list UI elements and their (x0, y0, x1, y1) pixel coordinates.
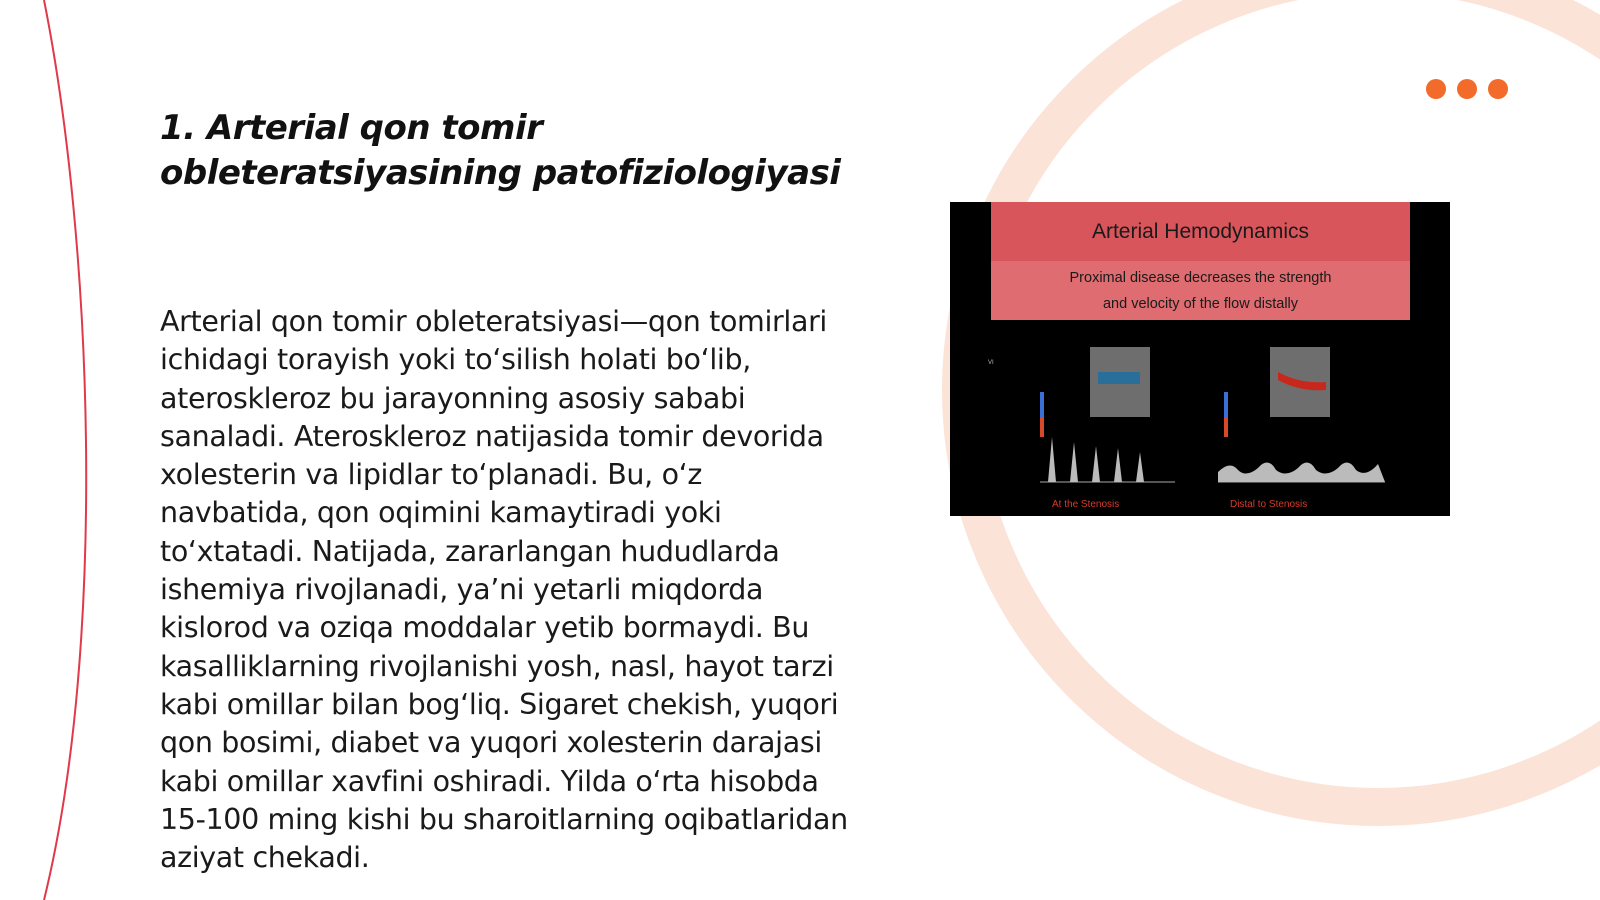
slide-title: 1. Arterial qon tomir obleteratsiyasining patofiziologiyasi (160, 108, 841, 193)
doppler-image-left (970, 342, 1190, 514)
ultrasound-figure (950, 202, 1450, 516)
figure-title: Arterial Hemodynamics (991, 202, 1410, 261)
menu-dots (1426, 79, 1508, 99)
left-curve-line (44, 0, 86, 900)
figure-subtitle-line-1: Proximal disease decreases the strength (1069, 269, 1332, 286)
orange-dot (1426, 79, 1446, 99)
doppler-panel-right (1200, 342, 1420, 514)
slide-body-text: Arterial qon tomir obleteratsiyasi—qon tomirlari ichidagi torayish yoki to‘silish holati bo‘lib, ateroskleroz bu jarayonning asosiy sababi sanaladi. Ateroskleroz natijasida tomir devorida xolesterin va lipidlar to‘planadi. Bu, o‘z navbatida, qon oqimini kamaytiradi yoki to‘xtatadi. Natijada, zararlangan hududlarda ishemiya rivojlanadi, ya’ni yetarli miqdorda kislorod va oziqa moddalar yetib bormaydi. Bu kasalliklarning rivojlanishi yosh, nasl, hayot tarzi kabi omillar bilan bog‘liq. Sigaret chekish, yuqori qon bosimi, diabet va yuqori xolesterin darajasi kabi omillar xavfini oshiradi. Yilda o‘rta hisobda 15-100 ming kishi bu sharoitlarning oqibatlaridan aziyat chekadi. (160, 305, 848, 875)
orange-dot (1488, 79, 1508, 99)
orange-dot (1457, 79, 1477, 99)
figure-subtitle-line-2: and velocity of the flow distally (1102, 295, 1299, 312)
caption-right: Distal to Stenosis (1230, 499, 1308, 510)
svg-text:VI: VI (988, 360, 994, 366)
doppler-panel-left (970, 342, 1190, 514)
doppler-image-right (1200, 342, 1420, 514)
figure-header (991, 202, 1410, 320)
caption-left: At the Stenosis (1052, 499, 1120, 510)
figure-subtitle (991, 261, 1410, 320)
